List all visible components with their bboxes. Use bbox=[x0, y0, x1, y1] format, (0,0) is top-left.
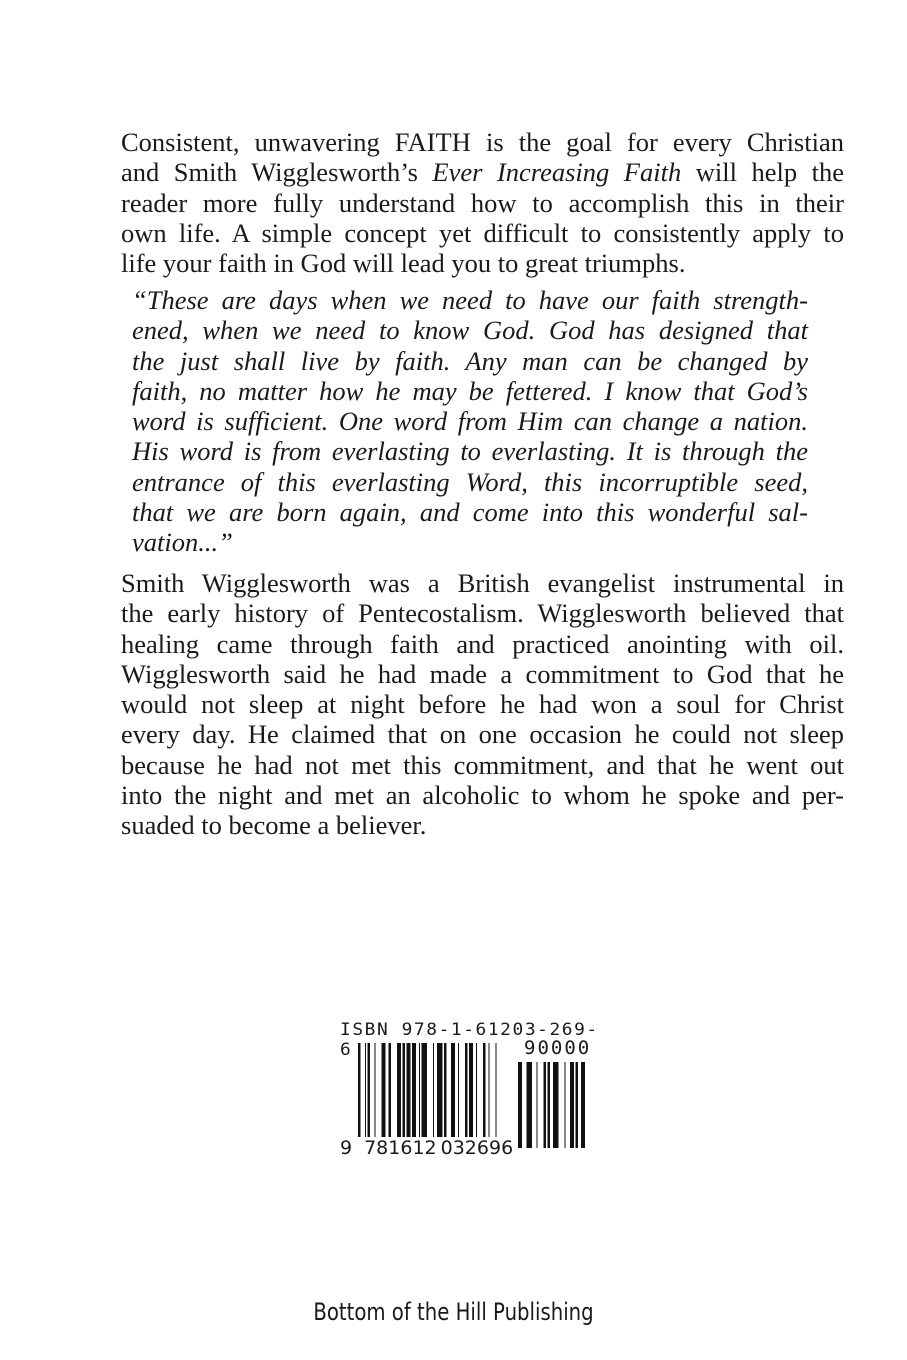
ean-left-digits: 781612 bbox=[364, 1137, 437, 1159]
text-line: ened, when we need to know God. God has designed that bbox=[132, 315, 808, 346]
text-line: word is sufficient. One word from Him can change a nation. bbox=[132, 406, 808, 437]
barcode-bar bbox=[576, 1062, 579, 1148]
text-line: into the night and met an alcoholic to whom he spoke and per- bbox=[121, 780, 844, 811]
ean-first-digit: 9 bbox=[340, 1137, 353, 1159]
publisher-name: Bottom of the Hill Publishing bbox=[313, 1298, 594, 1326]
addon-number: 90000 bbox=[524, 1037, 592, 1059]
text-line: vation...” bbox=[132, 527, 233, 558]
barcode-bar bbox=[527, 1062, 533, 1148]
text-line: healing came through faith and practiced anointing with oil. bbox=[121, 628, 844, 659]
text-line: the early history of Pentecostalism. Wigglesworth believed that bbox=[121, 598, 844, 629]
isbn-barcode bbox=[338, 1020, 598, 1160]
text-line: the just shall live by faith. Any man can be changed by bbox=[132, 345, 808, 376]
text-line: own life. A simple concept yet difficult to consistently apply to bbox=[121, 217, 844, 248]
text-line: faith, no matter how he may be fettered. I know that God’s bbox=[132, 375, 808, 406]
text-line: Smith Wigglesworth was a British evangelist instrumental in bbox=[121, 568, 844, 598]
barcode-bar bbox=[548, 1062, 551, 1148]
text-line: reader more fully understand how to accomplish this in their bbox=[121, 187, 844, 218]
text-line: entrance of this everlasting Word, this incorruptible seed, bbox=[132, 466, 808, 497]
text-line: would not sleep at night before he had won a soul for Christ bbox=[121, 689, 844, 720]
ean-right-digits: 032696 bbox=[440, 1137, 514, 1159]
text-line bbox=[121, 157, 844, 187]
bio-paragraph bbox=[121, 568, 844, 841]
isbn-label: ISBN 978-1-61203-269-6 bbox=[340, 1020, 599, 1060]
barcode-bar bbox=[581, 1062, 585, 1148]
ean-number bbox=[340, 1137, 513, 1159]
text-line: His word is from everlasting to everlasting. It is through the bbox=[132, 436, 808, 467]
text-line: “These are days when we need to have our faith strength- bbox=[132, 285, 808, 315]
barcode-bar bbox=[544, 1062, 547, 1148]
text-line: life your faith in God will lead you to great triumphs. bbox=[121, 248, 686, 279]
text-segment: will help the bbox=[681, 157, 844, 188]
text-segment: and Smith Wigglesworth’s bbox=[121, 157, 433, 188]
text-line: suaded to become a believer. bbox=[121, 810, 427, 841]
barcode-bar bbox=[537, 1062, 538, 1148]
book-title: Ever Increasing Faith bbox=[432, 157, 682, 188]
barcode-bar bbox=[553, 1062, 559, 1148]
barcode-bar bbox=[565, 1062, 566, 1148]
quote-block bbox=[132, 285, 808, 558]
text-line: that we are born again, and come into this wonderful sal- bbox=[132, 497, 808, 528]
text-line: Wigglesworth said he had made a commitment to God that he bbox=[121, 658, 844, 689]
barcode-bar bbox=[570, 1062, 574, 1148]
text-line: Consistent, unwavering FAITH is the goal for every Christian bbox=[121, 127, 844, 157]
text-line: because he had not met this commitment, and that he went out bbox=[121, 749, 844, 780]
text-line: every day. He claimed that on one occasion he could not sleep bbox=[121, 719, 844, 750]
barcode-bar bbox=[518, 1062, 522, 1148]
description-paragraph bbox=[121, 127, 844, 278]
